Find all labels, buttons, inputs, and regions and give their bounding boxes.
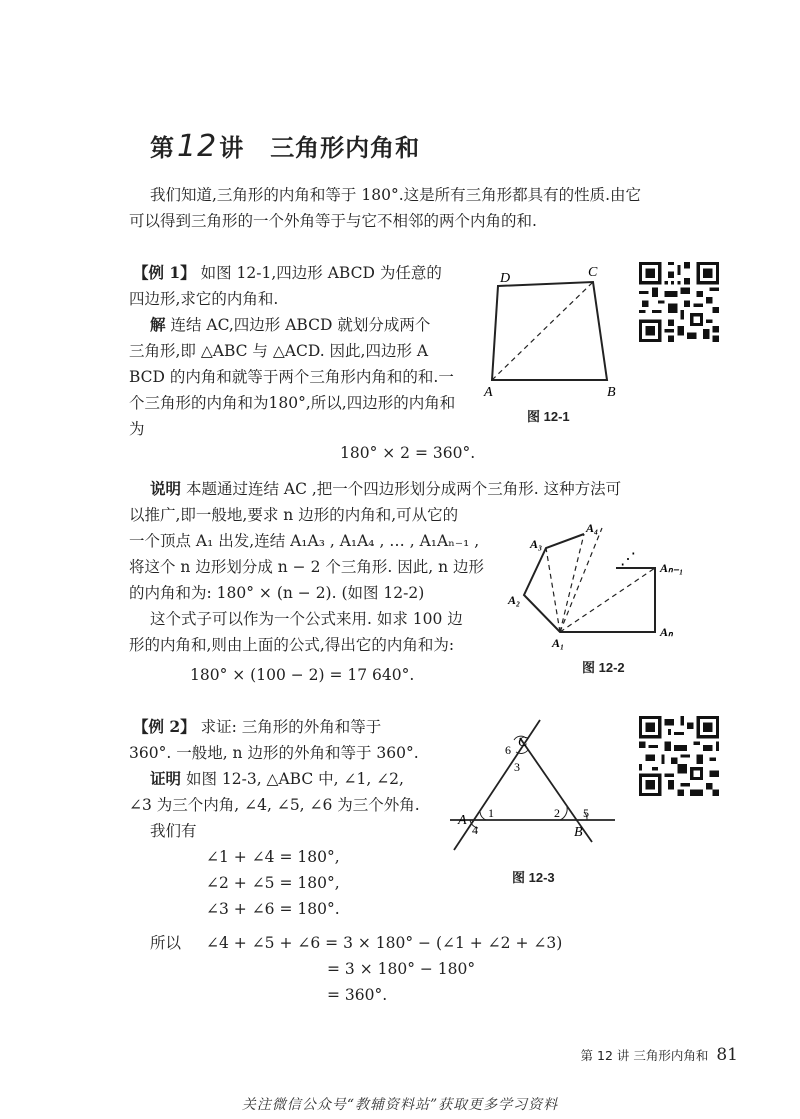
label-a1: A₁ bbox=[552, 636, 565, 650]
label-a4: A₄ bbox=[586, 521, 599, 535]
equation-3: ∠3 + ∠6 = 180°. bbox=[206, 900, 340, 918]
solution-line-1: 连结 AC,四边形 ABCD 就划分成两个 bbox=[170, 316, 431, 334]
label-4: 4 bbox=[472, 823, 478, 837]
label-a3: A₃ bbox=[530, 537, 543, 551]
note-line-6: 这个式子可以作为一个公式来用. 如求 100 边 bbox=[150, 610, 463, 628]
proof-line-2: ∠3 为三个内角, ∠4, ∠5, ∠6 为三个外角. bbox=[129, 796, 420, 814]
intro-line-2: 可以得到三角形的一个外角等于与它不相邻的两个内角的和. bbox=[129, 212, 537, 230]
example1-solution bbox=[150, 314, 430, 336]
label-a: A bbox=[458, 813, 467, 828]
line-cb bbox=[520, 738, 578, 822]
page-title bbox=[150, 128, 420, 164]
example1-label: 【例 1】 bbox=[133, 263, 196, 282]
label-c: C bbox=[588, 265, 598, 280]
note-line-3: 一个顶点 A₁ 出发,连结 A₁A₃ , A₁A₄ , … , A₁Aₙ₋₁ , bbox=[129, 532, 480, 550]
diagonal-a1a4 bbox=[560, 534, 584, 632]
diagonal-ac bbox=[492, 282, 593, 380]
note-formula: 180° × (100 − 2) = 17 640°. bbox=[190, 666, 415, 684]
label-c: C bbox=[518, 735, 528, 750]
result-line-1: ∠4 + ∠5 + ∠6 = 3 × 180° − (∠1 + ∠2 + ∠3) bbox=[206, 934, 563, 952]
example2-proof bbox=[150, 768, 404, 790]
caption-12-2: 图 12-2 bbox=[582, 660, 625, 675]
solution-label: 解 bbox=[150, 315, 166, 334]
solution-line-5: 为 bbox=[129, 420, 145, 438]
footer-chapter-title: 三角形内角和 bbox=[633, 1048, 709, 1063]
note-label: 说明 bbox=[150, 479, 182, 498]
solution-line-2: 三角形,即 △ABC 与 △ACD. 因此,四边形 A bbox=[129, 342, 429, 360]
diagonal-extra bbox=[560, 528, 602, 632]
title-name: 三角形内角和 bbox=[270, 133, 421, 162]
title-number: 12 bbox=[177, 129, 218, 164]
title-suffix: 讲 bbox=[219, 133, 245, 162]
label-a2: A₂ bbox=[508, 593, 521, 607]
note-line-5: 的内角和为: 180° × (n − 2). (如图 12-2) bbox=[129, 584, 425, 602]
label-1: 1 bbox=[488, 806, 494, 820]
example2-line-1: 求证: 三角形的外角和等于 bbox=[200, 718, 382, 736]
caption-12-3: 图 12-3 bbox=[512, 870, 555, 885]
footer-chapter: 第 12 讲 bbox=[580, 1048, 630, 1063]
arc-angle-2 bbox=[560, 807, 567, 820]
label-5: 5 bbox=[583, 806, 589, 820]
example1-statement bbox=[133, 262, 442, 284]
note-line-2: 以推广,即一般地,要求 n 边形的内角和,可从它的 bbox=[129, 506, 459, 524]
equation-2: ∠2 + ∠5 = 180°, bbox=[206, 874, 340, 892]
diagonal-a1an1 bbox=[560, 568, 655, 632]
label-b: B bbox=[607, 385, 616, 400]
ellipsis-dots: ⋰ bbox=[620, 551, 636, 568]
polygon-outline bbox=[524, 534, 655, 632]
wechat-notice: 关注微信公众号“教辅资料站”获取更多学习资料 bbox=[241, 1097, 559, 1113]
label-a: A bbox=[484, 385, 493, 400]
quadrilateral-abcd bbox=[492, 282, 607, 380]
so-label: 所以 bbox=[150, 934, 182, 952]
equation-1: ∠1 + ∠4 = 180°, bbox=[206, 848, 340, 866]
proof-line-1: 如图 12-3, △ABC 中, ∠1, ∠2, bbox=[185, 770, 404, 788]
page-number: 81 bbox=[716, 1045, 738, 1065]
note-line-4: 将这个 n 边形划分成 n − 2 个三角形. 因此, n 边形 bbox=[129, 558, 484, 576]
label-an: Aₙ bbox=[660, 625, 673, 639]
label-d: D bbox=[500, 271, 511, 286]
arc-angle-3 bbox=[516, 750, 528, 753]
example1-line-2: 四边形,求它的内角和. bbox=[129, 290, 279, 308]
arc-angle-1 bbox=[480, 812, 486, 820]
proof-line-3: 我们有 bbox=[150, 822, 197, 840]
solution-line-4: 个三角形的内角和为180°,所以,四边形的内角和 bbox=[129, 394, 456, 412]
figure-12-2 bbox=[502, 520, 702, 650]
example1-formula: 180° × 2 = 360°. bbox=[340, 444, 476, 462]
note-line-1: 本题通过连结 AC ,把一个四边形划分成两个三角形. 这种方法可 bbox=[185, 480, 622, 498]
example2-label: 【例 2】 bbox=[133, 717, 196, 736]
label-an1: Aₙ₋₁ bbox=[660, 561, 684, 575]
figure-12-1 bbox=[480, 262, 630, 402]
result-line-2: = 3 × 180° − 180° bbox=[327, 960, 476, 978]
label-6: 6 bbox=[505, 743, 511, 757]
intro-line-1: 我们知道,三角形的内角和等于 180°.这是所有三角形都具有的性质.由它 bbox=[150, 186, 642, 204]
solution-line-3: BCD 的内角和就等于两个三角形内角和的和.一 bbox=[129, 368, 454, 386]
note-first-line bbox=[150, 478, 621, 500]
example1-line-1: 如图 12-1,四边形 ABCD 为任意的 bbox=[200, 264, 442, 282]
note-line-7: 形的内角和,则由上面的公式,得出它的内角和为: bbox=[129, 636, 455, 654]
label-b: B bbox=[574, 825, 583, 840]
running-footer bbox=[581, 1045, 738, 1065]
title-prefix: 第 bbox=[150, 133, 175, 162]
label-2: 2 bbox=[554, 806, 560, 820]
result-line-3: = 360°. bbox=[327, 986, 388, 1004]
figure-12-3 bbox=[450, 710, 620, 855]
proof-label: 证明 bbox=[150, 769, 182, 788]
example2-line-2: 360°. 一般地, n 边形的外角和等于 360°. bbox=[129, 744, 419, 762]
example2-statement bbox=[133, 716, 381, 738]
qr-code-2 bbox=[639, 716, 719, 796]
qr-code-1 bbox=[639, 262, 719, 342]
label-3: 3 bbox=[514, 760, 520, 774]
caption-12-1: 图 12-1 bbox=[527, 409, 570, 424]
